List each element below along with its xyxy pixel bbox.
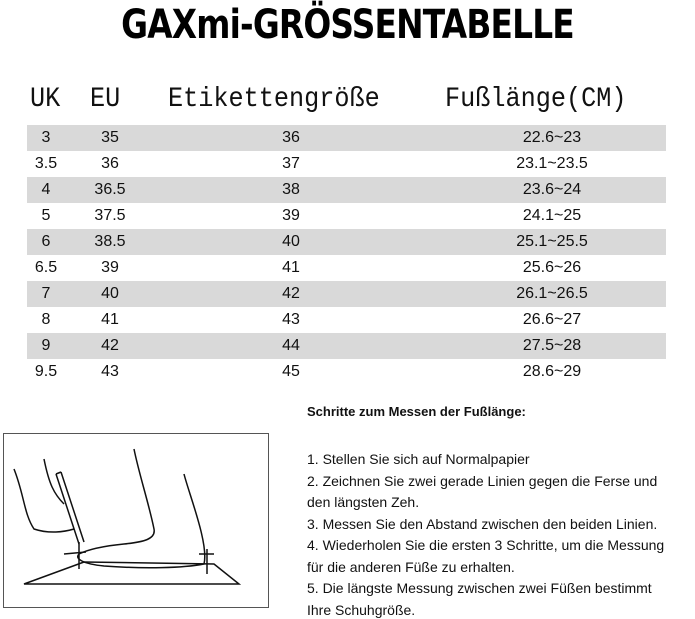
step-line: den längsten Zeh. <box>307 494 420 510</box>
header-label-size: Etikettengröße <box>168 84 380 115</box>
table-row <box>27 281 666 307</box>
step-line: 4. Wiederholen Sie die ersten 3 Schritte, um die Messung <box>307 537 665 553</box>
uk-size-cell: 9 <box>41 337 51 354</box>
uk-size-cell: 3.5 <box>34 155 58 172</box>
table-row <box>27 229 666 255</box>
eu-size-cell: 36 <box>101 155 119 172</box>
page-title: GAXmi-GRÖSSENTABELLE <box>121 2 574 48</box>
uk-size-cell: 6.5 <box>34 259 58 276</box>
uk-size-cell: 8 <box>41 311 51 328</box>
uk-size-cell: 7 <box>41 285 51 302</box>
table-row <box>27 307 666 333</box>
size-table <box>27 125 666 385</box>
label-size-cell: 45 <box>282 363 300 380</box>
eu-size-cell: 43 <box>101 363 119 380</box>
foot-length-cell: 25.1~25.5 <box>516 233 588 250</box>
header-uk: UK <box>30 84 61 115</box>
foot-length-cell: 26.1~26.5 <box>516 285 588 302</box>
header-eu: EU <box>90 84 121 115</box>
eu-size-cell: 42 <box>101 337 119 354</box>
label-size-cell: 44 <box>282 337 300 354</box>
foot-length-cell: 23.6~24 <box>522 181 582 198</box>
step-line: 5. Die längste Messung zwischen zwei Füßen bestimmt <box>307 580 652 596</box>
label-size-cell: 36 <box>282 129 300 146</box>
foot-length-cell: 22.6~23 <box>522 129 582 146</box>
uk-size-cell: 3 <box>41 129 51 146</box>
foot-length-cell: 26.6~27 <box>522 311 582 328</box>
table-row <box>27 333 666 359</box>
eu-size-cell: 41 <box>101 311 119 328</box>
foot-length-cell: 28.6~29 <box>522 363 582 380</box>
table-row <box>27 359 666 385</box>
table-row <box>27 151 666 177</box>
steps-heading: Schritte zum Messen der Fußlänge: <box>307 404 526 419</box>
eu-size-cell: 40 <box>101 285 119 302</box>
table-row <box>27 203 666 229</box>
table-row <box>27 255 666 281</box>
eu-size-cell: 36.5 <box>94 181 126 198</box>
eu-size-cell: 35 <box>101 129 119 146</box>
label-size-cell: 37 <box>282 155 300 172</box>
foot-length-cell: 25.6~26 <box>522 259 582 276</box>
uk-size-cell: 4 <box>41 181 51 198</box>
label-size-cell: 42 <box>282 285 300 302</box>
foot-length-cell: 23.1~23.5 <box>516 155 588 172</box>
step-line: für die anderen Füße zu erhalten. <box>307 558 515 575</box>
table-row <box>27 177 666 203</box>
label-size-cell: 43 <box>282 311 300 328</box>
uk-size-cell: 9.5 <box>34 363 58 380</box>
foot-drawing-icon <box>4 434 268 607</box>
header-foot-length: Fußlänge(CM) <box>445 84 627 115</box>
foot-length-cell: 24.1~25 <box>522 207 582 224</box>
step-line: 1. Stellen Sie sich auf Normalpapier <box>307 451 530 467</box>
uk-size-cell: 5 <box>41 207 51 224</box>
step-line: Ihre Schuhgröße. <box>307 601 416 618</box>
foot-measuring-illustration <box>3 433 269 608</box>
step-line: 2. Zeichnen Sie zwei gerade Linien gegen die Ferse und <box>307 472 658 489</box>
eu-size-cell: 37.5 <box>94 207 126 224</box>
label-size-cell: 38 <box>282 181 300 198</box>
foot-length-cell: 27.5~28 <box>522 337 582 354</box>
measuring-steps <box>307 449 695 619</box>
step-line: 3. Messen Sie den Abstand zwischen den beiden Linien. <box>307 515 658 532</box>
label-size-cell: 39 <box>282 207 300 224</box>
uk-size-cell: 6 <box>41 233 51 250</box>
table-row <box>27 125 666 151</box>
label-size-cell: 41 <box>282 259 300 276</box>
label-size-cell: 40 <box>282 233 300 250</box>
eu-size-cell: 39 <box>101 259 119 276</box>
eu-size-cell: 38.5 <box>94 233 126 250</box>
